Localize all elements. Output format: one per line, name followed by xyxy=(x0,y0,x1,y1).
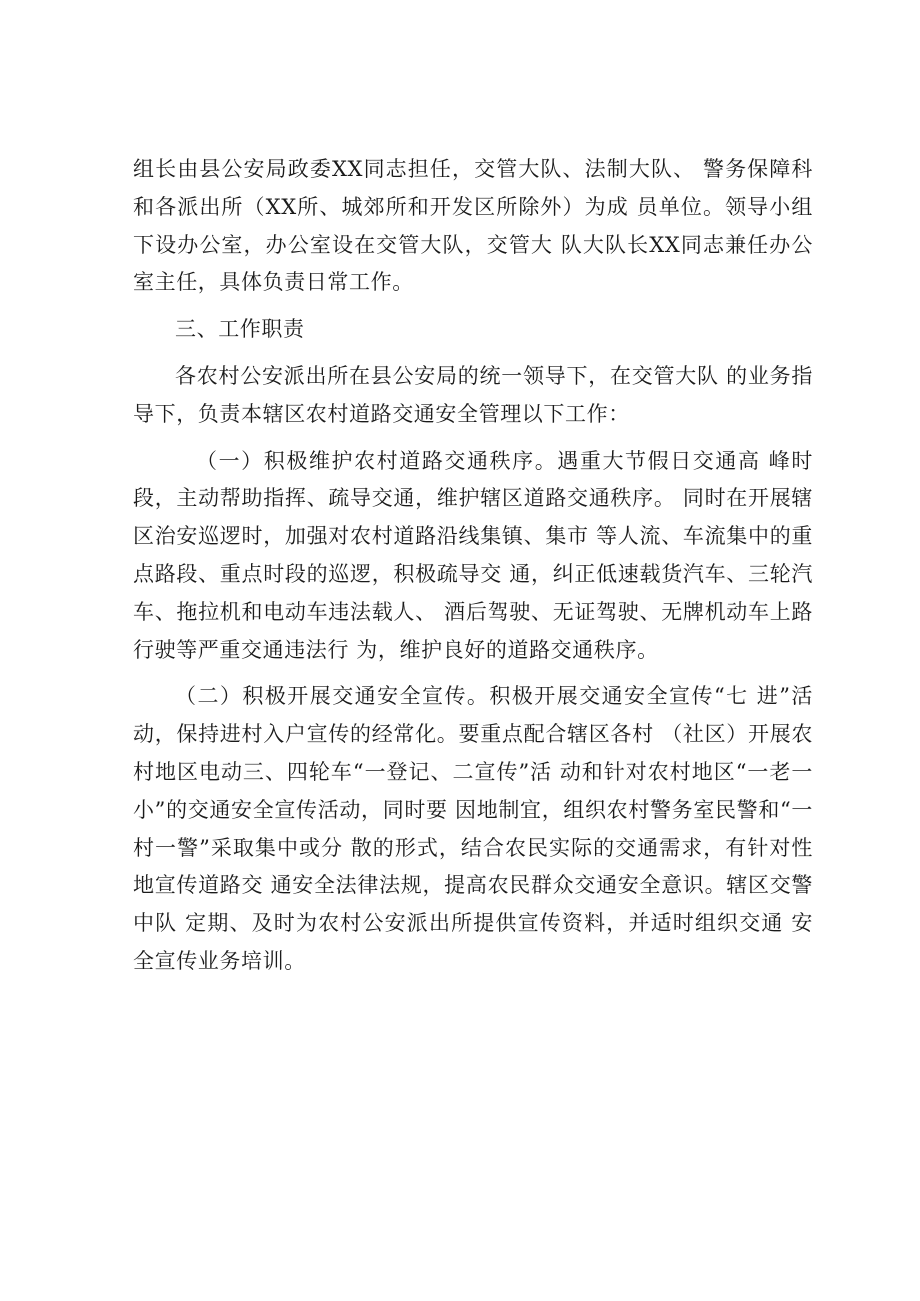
section-heading-work-duties: 三、工作职责 xyxy=(175,317,305,342)
paragraph-duties-intro: 各农村公安派出所在县公安局的统一领导下，在交管大队 的业务指导下，负责本辖区农村道路交通安全管理以下工作： xyxy=(133,363,813,426)
paragraph-traffic-order: （一）积极维护农村道路交通秩序。遇重大节假日交通高 峰时段，主动帮助指挥、疏导交通，维护辖区道路交通秩序。 同时在开展辖区治安巡逻时，加强对农村道路沿线集镇、集市 等人流、车流集中的重点路段、重点时段的巡逻，积极疏导交 通，纠正低速载货汽车、三轮汽车、拖拉机和电动车违法载人、 酒后驾驶、无证驾驶、无牌机动车上路行驶等严重交通违法行 为，维护良好的道路交通秩序。 xyxy=(133,448,813,662)
paragraph-safety-publicity: （二）积极开展交通安全宣传。积极开展交通安全宣传“七 进”活动，保持进村入户宣传的经常化。要重点配合辖区各村 （社区）开展农村地区电动三、四轮车“一登记、二宣传”活 动和针对农村地区“一老一小”的交通安全宣传活动，同时要 因地制宜，组织农村警务室民警和“一村一警”采取集中或分 散的形式，结合农民实际的交通需求，有针对性地宣传道路交 通安全法律法规，提高农民群众交通安全意识。辖区交警中队 定期、及时为农村公安派出所提供宣传资料，并适时组织交通 安全宣传业务培训。 xyxy=(133,684,813,973)
paragraph-leadership-group: 组长由县公安局政委XX同志担任，交管大队、法制大队、 警务保障科和各派出所（XX所、城郊所和开发区所除外）为成 员单位。领导小组下设办公室，办公室设在交管大队，交管大 队大队长XX同志兼任办公室主任，具体负责日常工作。 xyxy=(133,157,813,295)
document-body xyxy=(133,151,813,990)
